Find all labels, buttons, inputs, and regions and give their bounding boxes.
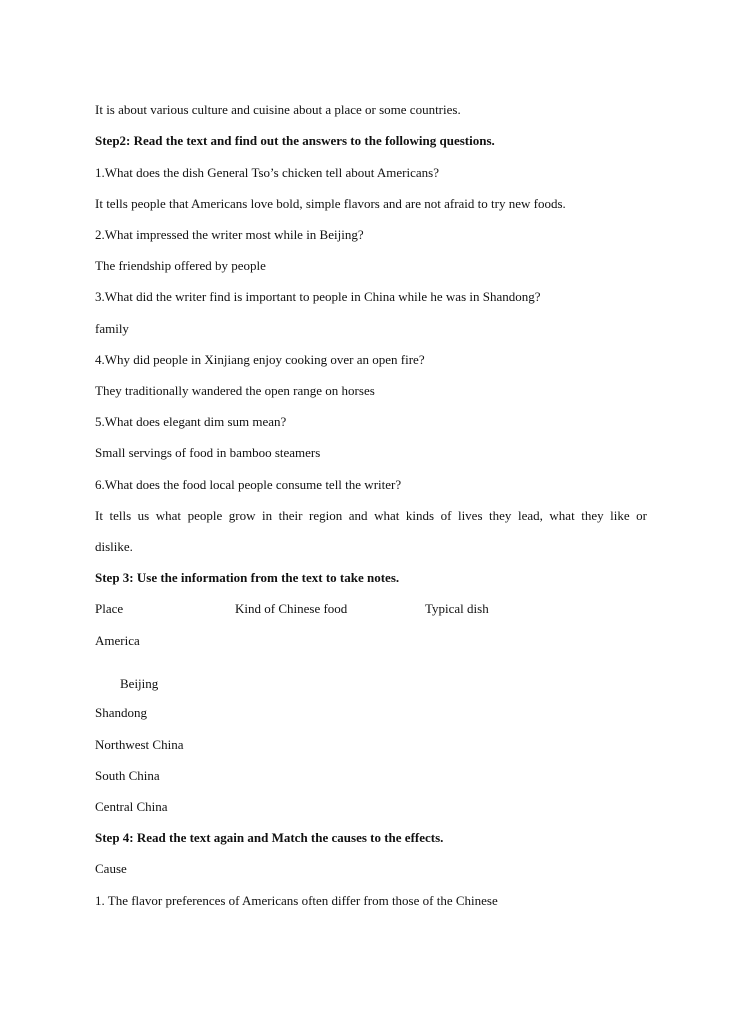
answer-2: The friendship offered by people	[95, 258, 266, 273]
intro-text: It is about various culture and cuisine about a place or some countries.	[95, 102, 461, 117]
column-header-dish: Typical dish	[425, 601, 489, 616]
step3-heading: Step 3: Use the information from the text to take notes.	[95, 570, 400, 585]
answer-5: Small servings of food in bamboo steamers	[95, 445, 321, 460]
answer-1: It tells people that Americans love bold, simple flavors and are not afraid to try new foods.	[95, 196, 566, 211]
answer-3: family	[95, 321, 129, 336]
question-6: 6.What does the food local people consume tell the writer?	[95, 477, 402, 492]
place-central-china: Central China	[95, 799, 168, 814]
step2-heading: Step2: Read the text and find out the answers to the following questions.	[95, 133, 495, 148]
place-shandong: Shandong	[95, 705, 147, 720]
place-northwest-china: Northwest China	[95, 737, 184, 752]
question-1: 1.What does the dish General Tso’s chicken tell about Americans?	[95, 165, 439, 180]
column-header-food: Kind of Chinese food	[235, 601, 348, 616]
question-4: 4.Why did people in Xinjiang enjoy cooking over an open fire?	[95, 352, 425, 367]
question-5: 5.What does elegant dim sum mean?	[95, 414, 287, 429]
answer-4: They traditionally wandered the open range on horses	[95, 383, 375, 398]
step4-heading: Step 4: Read the text again and Match the causes to the effects.	[95, 830, 444, 845]
place-beijing: Beijing	[120, 676, 159, 691]
answer-6-continued: dislike.	[95, 539, 133, 554]
place-america: America	[95, 633, 140, 648]
question-3: 3.What did the writer find is important to people in China while he was in Shandong?	[95, 289, 541, 304]
cause-1: 1. The flavor preferences of Americans often differ from those of the Chinese	[95, 893, 498, 908]
cause-label: Cause	[95, 861, 127, 876]
question-2: 2.What impressed the writer most while in Beijing?	[95, 227, 364, 242]
place-south-china: South China	[95, 768, 160, 783]
column-header-place: Place	[95, 601, 124, 616]
answer-6: It tells us what people grow in their region and what kinds of lives they lead, what they like or	[95, 508, 647, 523]
